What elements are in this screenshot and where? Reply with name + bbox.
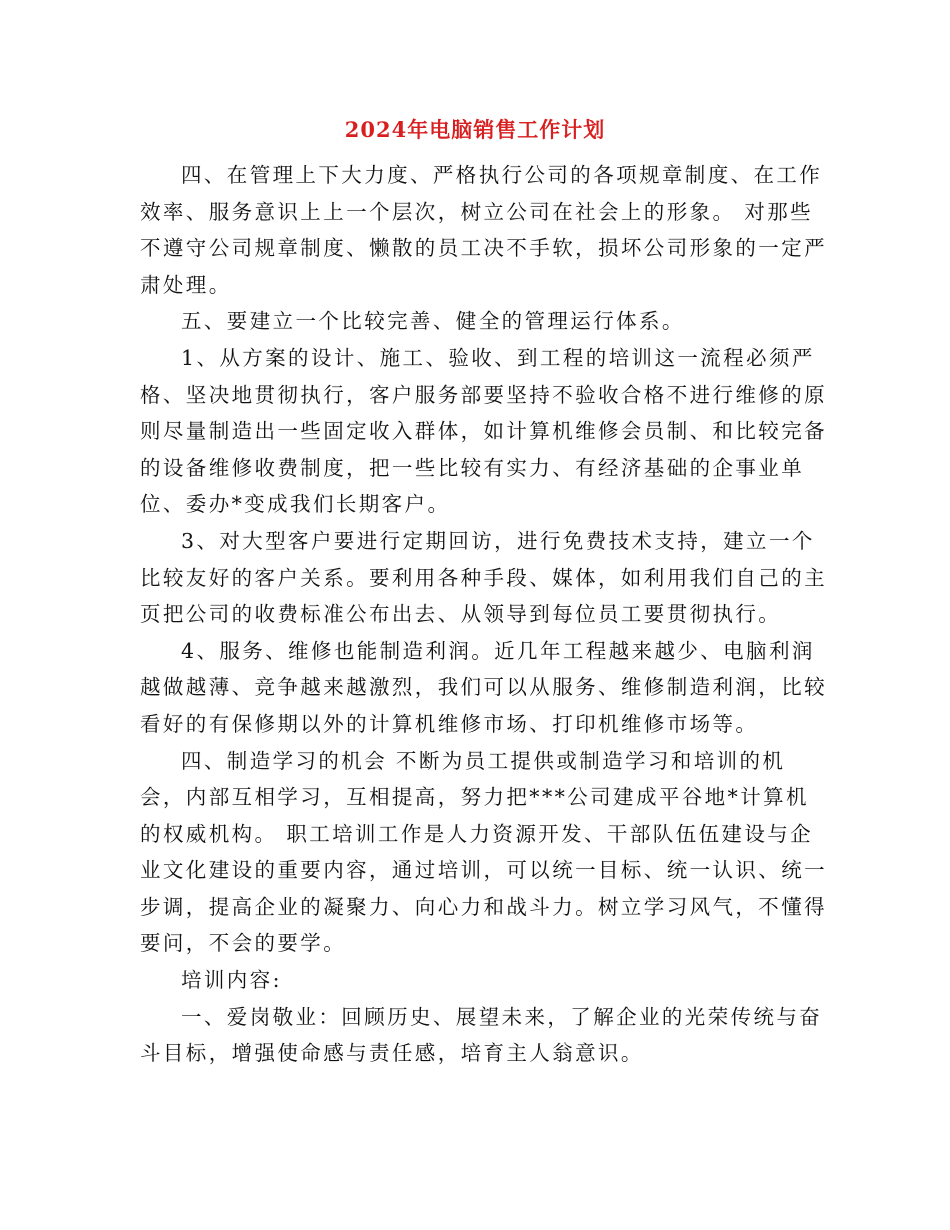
document-title: 2024年电脑销售工作计划 <box>344 117 606 142</box>
paragraph-management: 四、在管理上下大力度、严格执行公司的各项规章制度、在工作效率、服务意识上上一个层次，树立公司在社会上的形象。 对那些不遵守公司规章制度、懒散的员工决不手软，损坏公司形象的一定严肃处理。 <box>140 163 827 297</box>
paragraph-system: 五、要建立一个比较完善、健全的管理运行体系。 <box>181 309 685 334</box>
paragraph-training-heading: 培训内容: <box>181 968 282 993</box>
paragraph-process: 1、从方案的设计、施工、验收、到工程的培训这一流程必须严格、坚决地贯彻执行，客户服务部要坚持不验收合格不进行维修的原则尽量制造出一些固定收入群体，如计算机维修会员制、和比较完备的设备维修收费制度，把一些比较有实力、有经济基础的企事业单位、委办*变成我们长期客户。 <box>140 345 827 517</box>
paragraph-clients: 3、对大型客户要进行定期回访，进行免费技术支持，建立一个比较友好的客户关系。要利用各种手段、媒体，如利用我们自己的主页把公司的收费标准公布出去、从领导到每位员工要贯彻执行。 <box>140 528 827 627</box>
document-body <box>140 157 830 1072</box>
paragraph-learning: 四、制造学习的机会 不断为员工提供或制造学习和培训的机会，内部互相学习，互相提高，努力把***公司建成平谷地*计算机的权威机构。 职工培训工作是人力资源开发、干部队伍伍建设与企业文化建设的重要内容，通过培训，可以统一目标、统一认识、统一步调，提高企业的凝聚力、向心力和战斗力。树立学习风气，不懂得要问，不会的要学。 <box>140 748 827 956</box>
paragraph-dedication: 一、爱岗敬业：回顾历史、展望未来，了解企业的光荣传统与奋斗目标，增强使命感与责任感，培育主人翁意识。 <box>140 1004 823 1066</box>
paragraph-profit: 4、服务、维修也能制造利润。近几年工程越来越少、电脑利润越做越薄、竞争越来越激烈，我们可以从服务、维修制造利润，比较看好的有保修期以外的计算机维修市场、打印机维修市场等。 <box>140 638 827 736</box>
